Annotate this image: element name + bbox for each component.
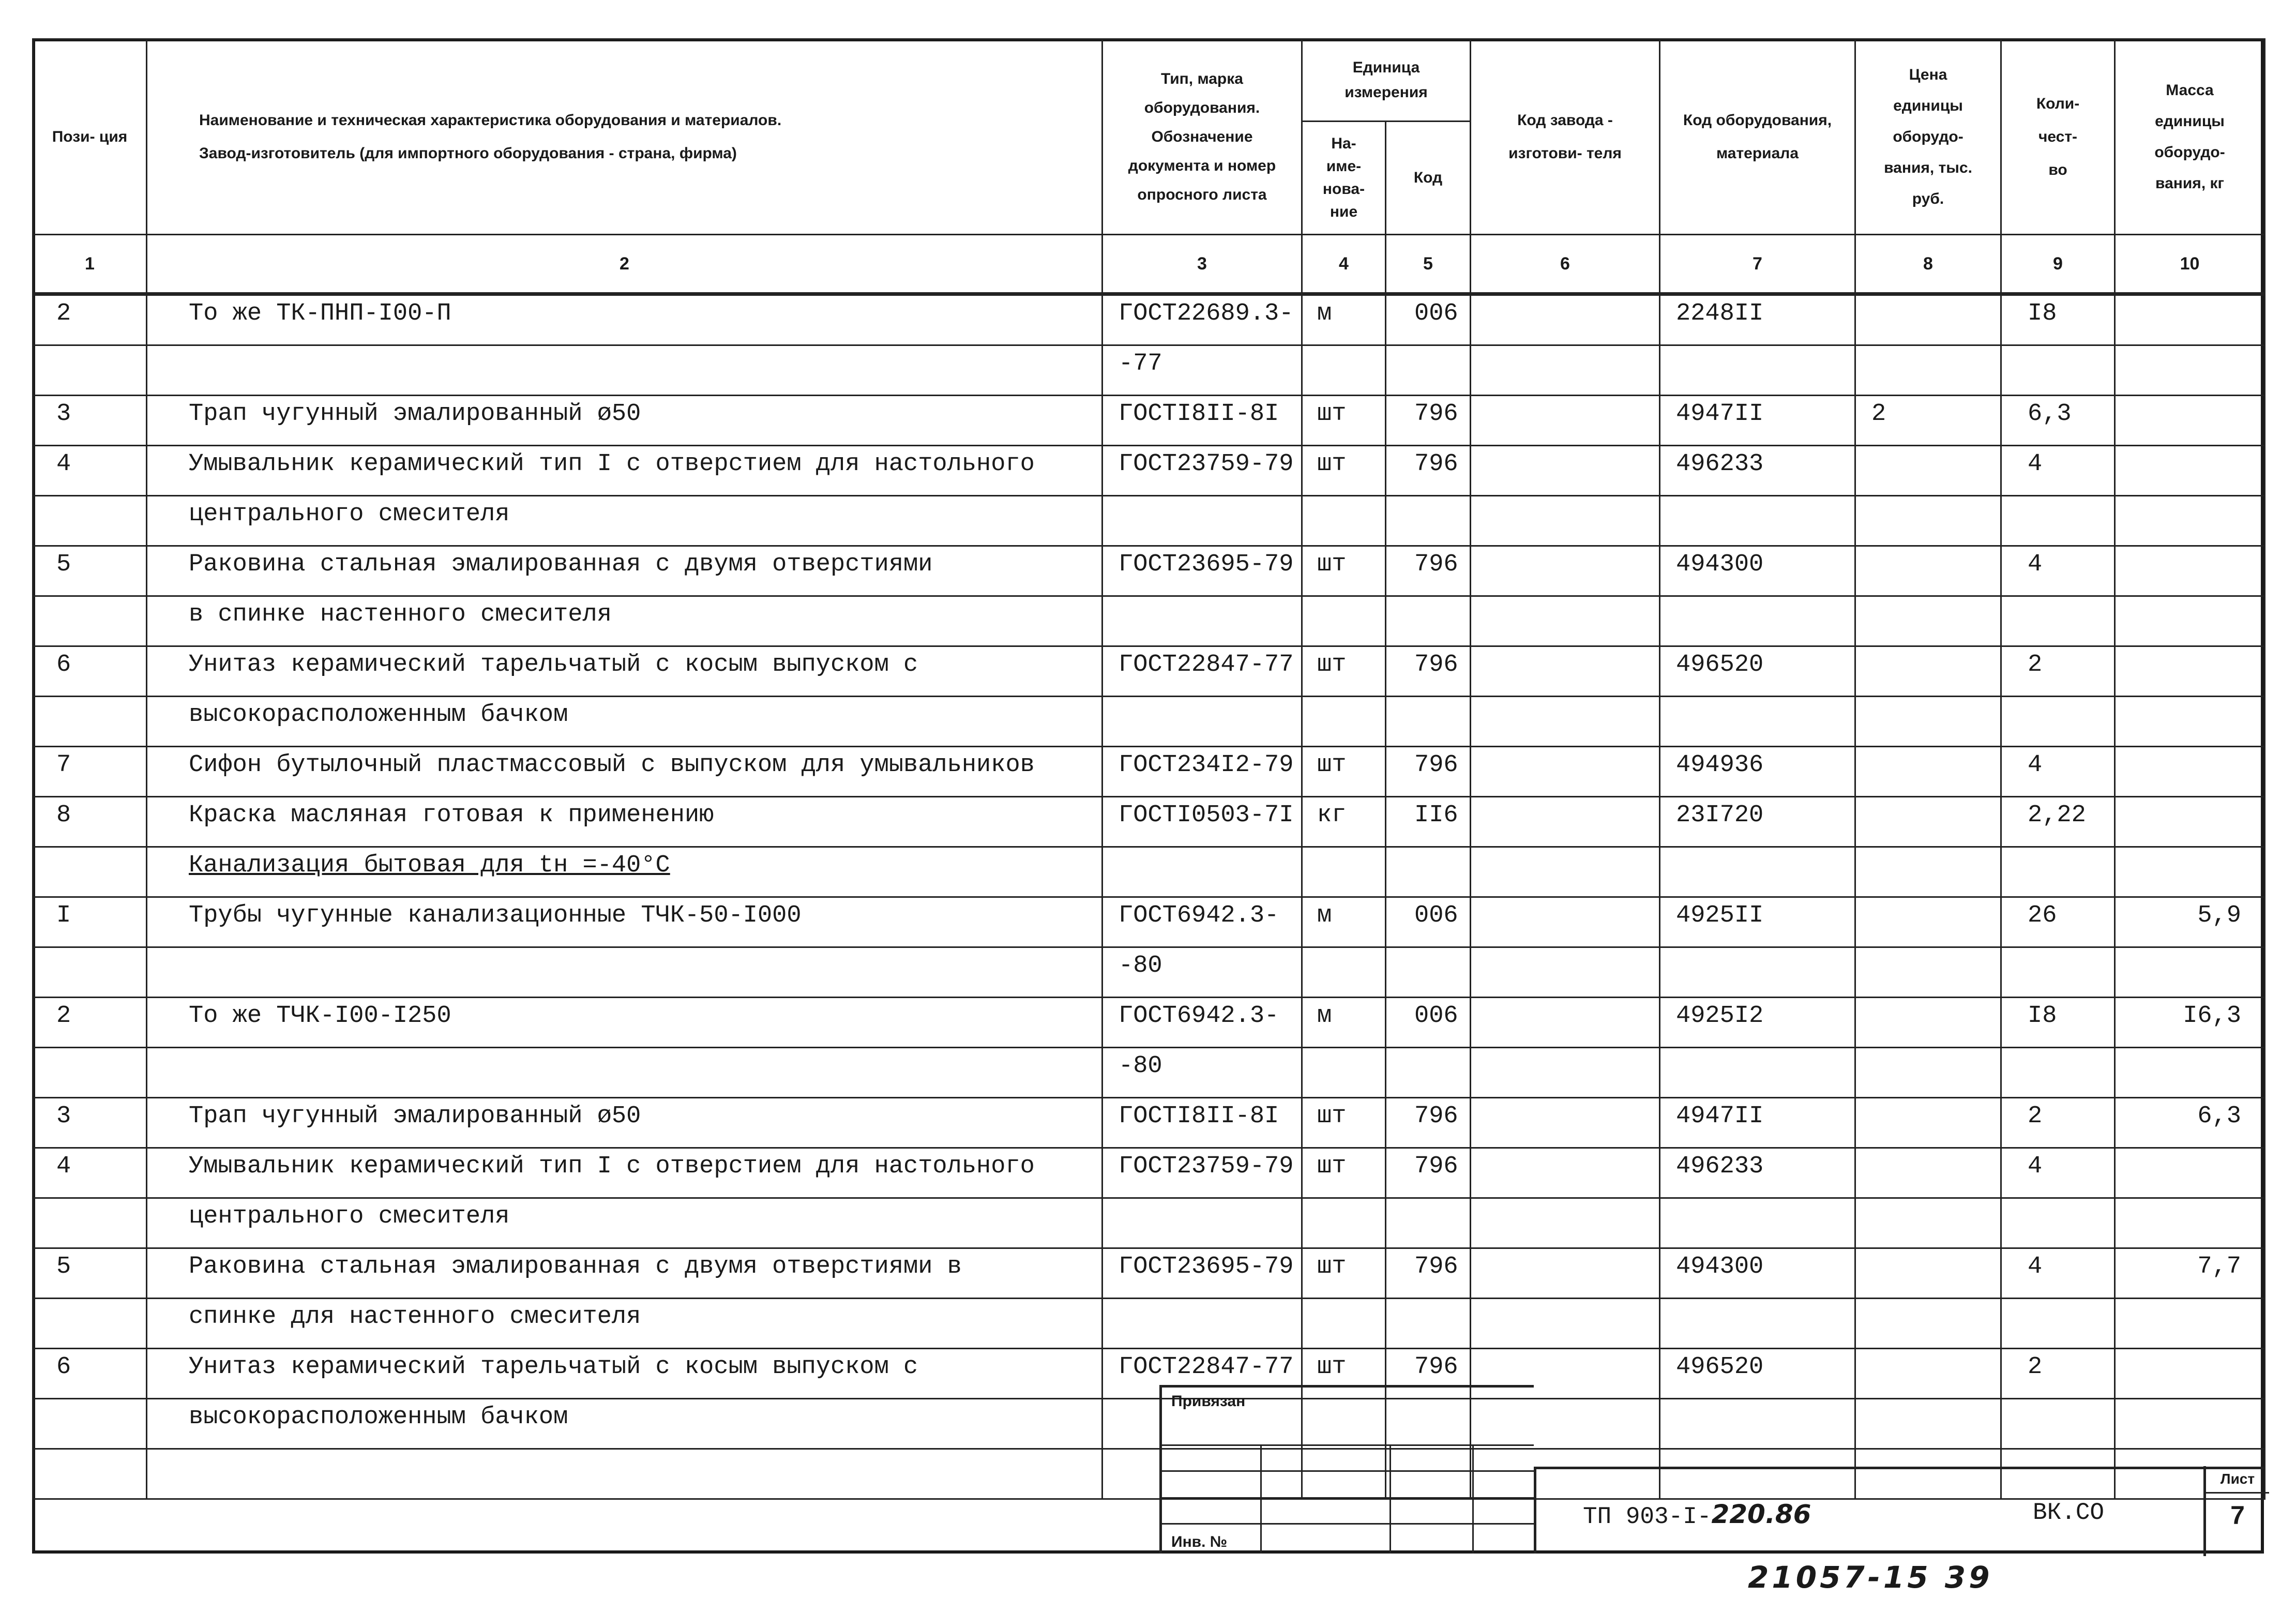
cell-mass [2115,847,2265,897]
header-mass: Масса единицы оборудо- вания, кг [2115,39,2265,235]
col-number: 6 [1471,235,1660,294]
cell-pos: 2 [33,998,147,1048]
cell-pos [33,947,147,998]
cell-name: в спинке настенного смесителя [147,596,1102,646]
cell-price [1855,998,2001,1048]
cell-ucode [1386,1299,1471,1349]
cell-unit [1302,1198,1386,1248]
header-material-code: Код оборудования, материала [1660,39,1855,235]
stamp-line [1260,1446,1262,1554]
cell-mass [2115,947,2265,998]
cell-ucode [1386,1198,1471,1248]
cell-mcode: 496520 [1660,1349,1855,1399]
cell-fcode [1471,446,1660,496]
cell-qty: 2 [2001,646,2115,697]
cell-doc: ГОСТ23695-79 [1102,1248,1302,1299]
cell-doc [1102,1299,1302,1349]
table-row [33,1198,2265,1248]
cell-pos: 7 [33,747,147,797]
cell-mass [2115,345,2265,396]
cell-mass [2115,697,2265,747]
cell-pos: 6 [33,646,147,697]
cell-ucode [1386,1048,1471,1098]
specification-table [32,38,2265,1500]
cell-doc: ГОСТ22847-77 [1102,646,1302,697]
cell-name: центрального смесителя [147,496,1102,546]
col-number: 7 [1660,235,1855,294]
cell-mcode: 2248II [1660,294,1855,345]
cell-name: То же ТЧК-I00-I250 [147,998,1102,1048]
cell-unit: м [1302,294,1386,345]
cell-mass [2115,396,2265,446]
cell-fcode [1471,1248,1660,1299]
cell-pos [33,1198,147,1248]
cell-qty [2001,345,2115,396]
header-unit-name: На- име- нова- ние [1302,122,1386,235]
cell-mass: 5,9 [2115,897,2265,947]
cell-unit: шт [1302,396,1386,446]
cell-name: Трубы чугунные канализационные ТЧК-50-I000 [147,897,1102,947]
cell-mass [2115,1299,2265,1349]
cell-price [1855,646,2001,697]
cell-qty: 4 [2001,1248,2115,1299]
cell-qty: 4 [2001,1148,2115,1198]
cell-price [1855,496,2001,546]
cell-ucode: 796 [1386,396,1471,446]
cell-name: Раковина стальная эмалированная с двумя отверстиями в [147,1248,1102,1299]
table-row [33,345,2265,396]
cell-doc: ГОСТ234I2-79 [1102,747,1302,797]
cell-pos: 2 [33,294,147,345]
header-position: Пози- ция [33,39,147,235]
table-row [33,396,2265,446]
title-block [1534,1467,2264,1554]
cell-fcode [1471,947,1660,998]
cell-fcode [1471,294,1660,345]
cell-qty: 2,22 [2001,797,2115,847]
cell-pos: I [33,897,147,947]
cell-mcode: 494300 [1660,1248,1855,1299]
cell-name: Умывальник керамический тип I с отверстием для настольного [147,1148,1102,1198]
cell-qty: I8 [2001,998,2115,1048]
cell-mcode: 496233 [1660,446,1855,496]
stamp-line [1162,1444,1534,1446]
cell-ucode [1386,847,1471,897]
cell-fcode [1471,897,1660,947]
cell-pos [33,496,147,546]
cell-mass [2115,1148,2265,1198]
cell-mcode [1660,345,1855,396]
cell-mass: 7,7 [2115,1248,2265,1299]
cell-ucode: 796 [1386,1148,1471,1198]
cell-pos: 3 [33,396,147,446]
cell-price: 2 [1855,396,2001,446]
cell-unit [1302,1048,1386,1098]
table-row [33,546,2265,596]
sheet-number: 7 [2230,1501,2245,1530]
table-row [33,897,2265,947]
cell-mass [2115,294,2265,345]
cell-doc: ГОСТ23695-79 [1102,546,1302,596]
sheet-number-box [2203,1466,2269,1556]
cell-mass [2115,446,2265,496]
cell-doc [1102,847,1302,897]
cell-unit: м [1302,897,1386,947]
cell-name [147,1449,1102,1499]
cell-doc: ГОСТ6942.3- [1102,897,1302,947]
cell-pos [33,847,147,897]
cell-name: То же ТК-ПНП-I00-П [147,294,1102,345]
cell-unit: шт [1302,1248,1386,1299]
cell-doc [1102,596,1302,646]
inventory-number-label: Инв. № [1171,1533,1228,1550]
cell-mass [2115,1198,2265,1248]
cell-price [1855,797,2001,847]
cell-name: Сифон бутылочный пластмассовый с выпуском для умывальников [147,747,1102,797]
cell-ucode [1386,947,1471,998]
header-name-line1: Наименование и техническая характеристика оборудования и материалов. [199,111,782,129]
cell-pos [33,596,147,646]
cell-name: центрального смесителя [147,1198,1102,1248]
cell-pos [33,1399,147,1449]
cell-doc: ГОСТ23759-79 [1102,1148,1302,1198]
cell-price [1855,947,2001,998]
table-row [33,1399,2265,1449]
cell-price [1855,546,2001,596]
cell-pos: 4 [33,1148,147,1198]
attachment-stamp [1159,1385,1534,1554]
table-row [33,1248,2265,1299]
cell-mcode: 4925II [1660,897,1855,947]
cell-unit [1302,847,1386,897]
cell-price [1855,446,2001,496]
col-number: 1 [33,235,147,294]
col-number: 3 [1102,235,1302,294]
cell-name: Раковина стальная эмалированная с двумя отверстиями [147,546,1102,596]
cell-ucode [1386,345,1471,396]
cell-ucode: 006 [1386,294,1471,345]
cell-pos [33,1449,147,1499]
cell-name [147,947,1102,998]
cell-price [1855,596,2001,646]
column-numbers-row [33,235,2265,294]
cell-ucode: 006 [1386,998,1471,1048]
cell-unit: шт [1302,1349,1386,1399]
col-number: 2 [147,235,1102,294]
document-code-prefix: ТП 903-I- [1583,1503,1712,1530]
col-number: 10 [2115,235,2265,294]
cell-qty: 4 [2001,446,2115,496]
cell-ucode: 796 [1386,1098,1471,1148]
table-row [33,1098,2265,1148]
cell-qty: 2 [2001,1098,2115,1148]
cell-fcode [1471,1198,1660,1248]
cell-fcode [1471,747,1660,797]
cell-qty [2001,847,2115,897]
header-name [147,39,1102,235]
cell-unit [1302,596,1386,646]
cell-mcode [1660,1299,1855,1349]
col-number: 4 [1302,235,1386,294]
cell-fcode [1471,1299,1660,1349]
cell-fcode [1471,1098,1660,1148]
cell-unit: шт [1302,1148,1386,1198]
cell-price [1855,1198,2001,1248]
cell-doc [1102,697,1302,747]
cell-price [1855,897,2001,947]
stamp-line [1162,1497,1534,1499]
document-code-handwritten: 220.86 [1711,1499,1811,1529]
cell-price [1855,345,2001,396]
cell-qty: I8 [2001,294,2115,345]
cell-mcode: 4947II [1660,1098,1855,1148]
cell-pos: 6 [33,1349,147,1399]
cell-qty [2001,1399,2115,1449]
cell-mcode [1660,1048,1855,1098]
cell-mcode [1660,947,1855,998]
cell-fcode [1471,797,1660,847]
cell-unit: кг [1302,797,1386,847]
cell-mcode: 496233 [1660,1148,1855,1198]
table-row [33,947,2265,998]
cell-pos [33,697,147,747]
cell-pos [33,345,147,396]
header-factory-code: Код завода - изготови- теля [1471,39,1660,235]
cell-qty [2001,947,2115,998]
cell-fcode [1471,1048,1660,1098]
stamp-line [1389,1446,1391,1554]
cell-ucode: 796 [1386,1248,1471,1299]
cell-mass [2115,546,2265,596]
cell-name: Канализация бытовая для tн =-40°С [147,847,1102,897]
cell-fcode [1471,496,1660,546]
cell-fcode [1471,697,1660,747]
cell-name: Унитаз керамический тарельчатый с косым выпуском с [147,646,1102,697]
cell-doc: ГОСТI0503-7I [1102,797,1302,847]
cell-name: Трап чугунный эмалированный ø50 [147,1098,1102,1148]
cell-pos: 5 [33,546,147,596]
cell-ucode: 796 [1386,446,1471,496]
cell-qty [2001,1299,2115,1349]
cell-name: Унитаз керамический тарельчатый с косым выпуском с [147,1349,1102,1399]
cell-mass [2115,496,2265,546]
cell-doc [1102,1198,1302,1248]
cell-price [1855,697,2001,747]
cell-mcode: 494300 [1660,546,1855,596]
cell-qty [2001,496,2115,546]
cell-mass [2115,1349,2265,1399]
cell-mcode: 4925I2 [1660,998,1855,1048]
cell-fcode [1471,847,1660,897]
cell-unit [1302,697,1386,747]
cell-doc: ГОСТI8II-8I [1102,1098,1302,1148]
cell-unit: шт [1302,1098,1386,1148]
sheet-label: Лист [2206,1466,2269,1494]
cell-price [1855,1148,2001,1198]
cell-doc: ГОСТI8II-8I [1102,396,1302,446]
cell-name: высокорасположенным бачком [147,1399,1102,1449]
cell-mass: I6,3 [2115,998,2265,1048]
cell-qty [2001,1048,2115,1098]
cell-ucode [1386,596,1471,646]
table-row [33,697,2265,747]
cell-doc: ГОСТ23759-79 [1102,446,1302,496]
cell-mcode: 23I720 [1660,797,1855,847]
stamp-line [1162,1470,1534,1472]
cell-mass [2115,596,2265,646]
cell-mass [2115,747,2265,797]
handwritten-note: 21057-15 39 [1748,1560,1993,1595]
cell-pos [33,1299,147,1349]
attached-label: Привязан [1171,1393,1246,1410]
cell-mcode: 494936 [1660,747,1855,797]
cell-price [1855,1248,2001,1299]
cell-mass [2115,1399,2265,1449]
cell-qty: 4 [2001,546,2115,596]
table-row [33,1148,2265,1198]
cell-ucode: 796 [1386,1349,1471,1399]
table-row [33,646,2265,697]
cell-name [147,1048,1102,1098]
cell-unit: шт [1302,747,1386,797]
cell-fcode [1471,345,1660,396]
cell-pos [33,1048,147,1098]
table-row [33,847,2265,897]
cell-mass [2115,1048,2265,1098]
cell-mass [2115,797,2265,847]
cell-mcode: 4947II [1660,396,1855,446]
table-row [33,1349,2265,1399]
cell-price [1855,1098,2001,1148]
table-row [33,797,2265,847]
cell-fcode [1471,596,1660,646]
cell-unit [1302,947,1386,998]
cell-qty: 6,3 [2001,396,2115,446]
cell-ucode: 796 [1386,747,1471,797]
cell-mass [2115,646,2265,697]
table-row [33,747,2265,797]
cell-price [1855,1048,2001,1098]
header-type: Тип, марка оборудования. Обозначение документа и номер опросного листа [1102,39,1302,235]
cell-unit [1302,345,1386,396]
stamp-line [1472,1446,1474,1554]
col-number: 9 [2001,235,2115,294]
cell-qty [2001,596,2115,646]
cell-price [1855,1399,2001,1449]
header-quantity: Коли- чест- во [2001,39,2115,235]
table-row [33,446,2265,496]
col-number: 8 [1855,235,2001,294]
cell-ucode [1386,697,1471,747]
cell-mcode [1660,1399,1855,1449]
header-name-line2: Завод-изготовитель (для импортного оборудования - страна, фирма) [199,144,737,162]
header-unit-group: Единица измерения [1302,39,1471,122]
cell-name: высокорасположенным бачком [147,697,1102,747]
cell-price [1855,747,2001,797]
cell-ucode: 006 [1386,897,1471,947]
cell-qty: 4 [2001,747,2115,797]
cell-doc: ГОСТ22689.3- [1102,294,1302,345]
cell-ucode: II6 [1386,797,1471,847]
cell-price [1855,1299,2001,1349]
header-price: Цена единицы оборудо- вания, тыс. руб. [1855,39,2001,235]
table-row [33,998,2265,1048]
stamp-line [1162,1523,1534,1525]
cell-pos: 3 [33,1098,147,1148]
cell-fcode [1471,546,1660,596]
cell-mcode [1660,847,1855,897]
cell-unit [1302,496,1386,546]
cell-mcode [1660,697,1855,747]
header-row [33,39,2265,122]
cell-name [147,345,1102,396]
cell-pos: 8 [33,797,147,847]
cell-fcode [1471,1148,1660,1198]
cell-fcode [1471,998,1660,1048]
document-code [1583,1499,1811,1530]
cell-doc: ГОСТ6942.3- [1102,998,1302,1048]
header-unit-code: Код [1386,122,1471,235]
cell-unit: шт [1302,446,1386,496]
cell-ucode [1386,496,1471,546]
col-number: 5 [1386,235,1471,294]
table-row [33,1048,2265,1098]
cell-qty: 2 [2001,1349,2115,1399]
cell-unit [1302,1299,1386,1349]
cell-unit: м [1302,998,1386,1048]
table-row [33,596,2265,646]
cell-qty [2001,1198,2115,1248]
cell-name: спинке для настенного смесителя [147,1299,1102,1349]
cell-qty: 26 [2001,897,2115,947]
cell-ucode: 796 [1386,646,1471,697]
cell-name: Трап чугунный эмалированный ø50 [147,396,1102,446]
cell-price [1855,1349,2001,1399]
document-suffix: ВК.СО [2033,1499,2105,1526]
cell-doc: ГОСТ22847-77 [1102,1349,1302,1399]
cell-qty [2001,697,2115,747]
cell-mcode [1660,1198,1855,1248]
cell-fcode [1471,396,1660,446]
cell-doc [1102,496,1302,546]
cell-ucode: 796 [1386,546,1471,596]
table-row [33,294,2265,345]
cell-mcode [1660,596,1855,646]
table-row [33,496,2265,546]
cell-name: Краска масляная готовая к применению [147,797,1102,847]
cell-unit: шт [1302,646,1386,697]
cell-mass: 6,3 [2115,1098,2265,1148]
cell-mcode: 496520 [1660,646,1855,697]
cell-doc: -80 [1102,947,1302,998]
cell-doc: -77 [1102,345,1302,396]
cell-name: Умывальник керамический тип I с отверстием для настольного [147,446,1102,496]
cell-fcode [1471,646,1660,697]
cell-price [1855,847,2001,897]
table-row [33,1299,2265,1349]
cell-unit: шт [1302,546,1386,596]
cell-pos: 5 [33,1248,147,1299]
cell-pos: 4 [33,446,147,496]
cell-doc: -80 [1102,1048,1302,1098]
cell-price [1855,294,2001,345]
cell-mcode [1660,496,1855,546]
